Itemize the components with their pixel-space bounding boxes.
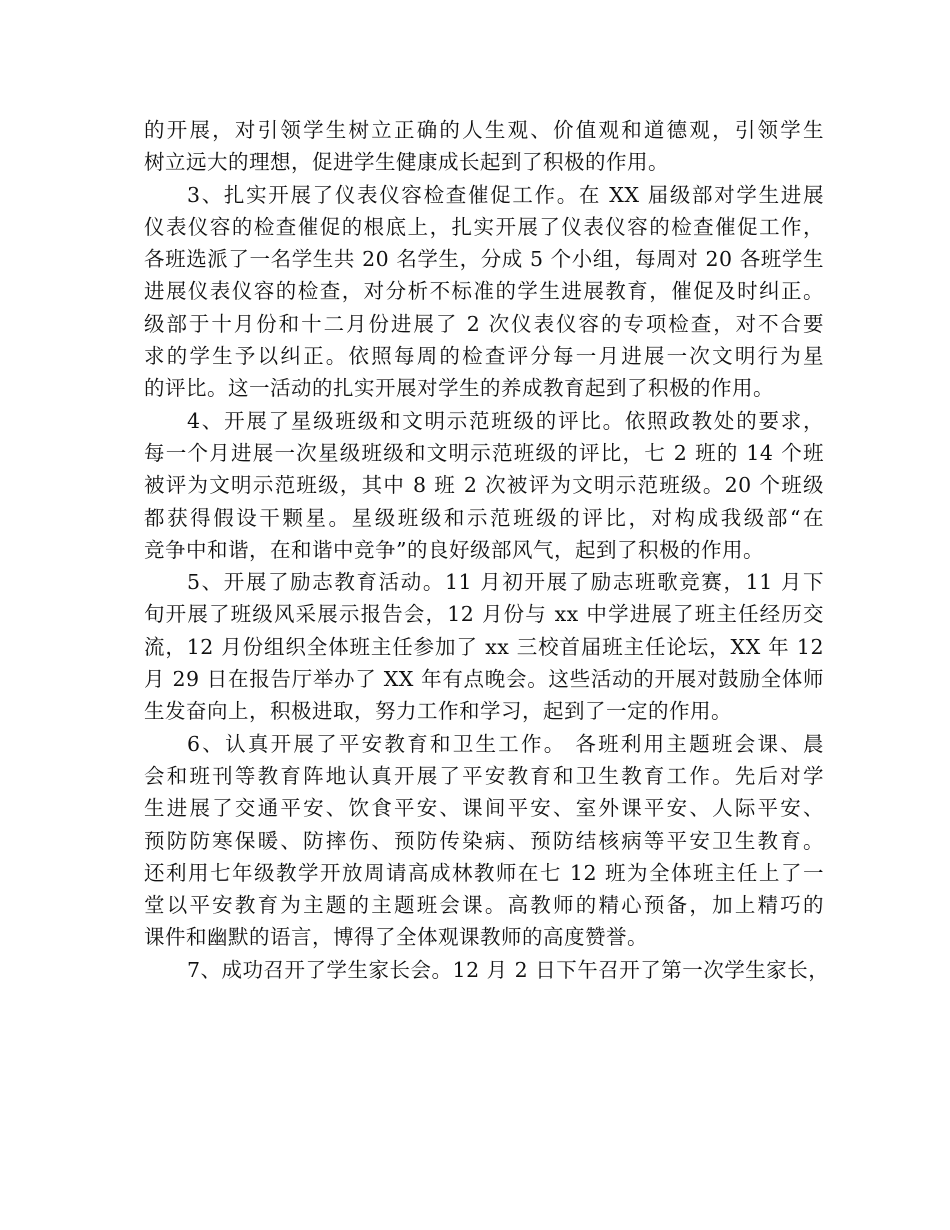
text-line: 树立远大的理想，促进学生健康成长起到了积极的作用。 [144,150,669,175]
text-line: 仪表仪容的检查催促的根底上，扎实开展了仪表仪容的检查催促工作， [144,214,824,239]
text-line: 流，12 月份组织全体班主任参加了 xx 三校首届班主任论坛，XX 年 12 [144,634,824,659]
text-line: 的评比。这一活动的扎实开展对学生的养成教育起到了积极的作用。 [144,376,774,401]
text-line: 旬开展了班级风采展示报告会，12 月份与 xx 中学进展了班主任经历交 [144,602,824,627]
text-line: 被评为文明示范班级，其中 8 班 2 次被评为文明示范班级。20 个班级 [144,473,824,498]
paragraph-start-line: 6、认真开展了平安教育和卫生工作。 各班利用主题班会课、晨 [187,731,824,756]
paragraph-start-line: 7、成功召开了学生家长会。12 月 2 日下午召开了第一次学生家长， [187,957,830,982]
text-line: 进展仪表仪容的检查，对分析不标准的学生进展教育，催促及时纠正。 [144,279,824,304]
text-line: 预防防寒保暖、防摔伤、预防传染病、预防结核病等平安卫生教育。 [144,828,824,853]
text-line: 都获得假设干颗星。星级班级和示范班级的评比，对构成我级部“在 [144,505,824,530]
paragraph-start-line: 4、开展了星级班级和文明示范班级的评比。依照政教处的要求， [187,408,824,433]
text-line: 月 29 日在报告厅举办了 XX 年有点晚会。这些活动的开展对鼓励全体师 [144,667,824,692]
text-line: 级部于十月份和十二月份进展了 2 次仪表仪容的专项检查，对不合要 [144,311,824,336]
paragraph-start-line: 3、扎实开展了仪表仪容检查催促工作。在 XX 届级部对学生进展 [187,182,824,207]
text-line: 堂以平安教育为主题的主题班会课。高教师的精心预备，加上精巧的 [144,893,824,918]
text-line: 竞争中和谐，在和谐中竞争”的良好级部风气，起到了积极的作用。 [144,537,764,562]
document-body [144,114,830,986]
text-line: 生进展了交通平安、饮食平安、课间平安、室外课平安、人际平安、 [144,796,824,821]
paragraph-start-line: 5、开展了励志教育活动。11 月初开展了励志班歌竞赛，11 月下 [187,570,824,595]
text-line: 每一个月进展一次星级班级和文明示范班级的评比，七 2 班的 14 个班 [144,440,824,465]
text-line: 会和班刊等教育阵地认真开展了平安教育和卫生教育工作。先后对学 [144,763,824,788]
text-line: 还利用七年级教学开放周请高成林教师在七 12 班为全体班主任上了一 [144,860,824,885]
text-line: 生发奋向上，积极进取，努力工作和学习，起到了一定的作用。 [144,699,732,724]
text-line: 课件和幽默的语言，博得了全体观课教师的高度赞誉。 [144,925,648,950]
text-line: 的开展，对引领学生树立正确的人生观、价值观和道德观，引领学生 [144,118,824,142]
text-line: 求的学生予以纠正。依照每周的检查评分每一月进展一次文明行为星 [144,344,824,369]
text-line: 各班选派了一名学生共 20 名学生，分成 5 个小组，每周对 20 各班学生 [144,247,824,272]
